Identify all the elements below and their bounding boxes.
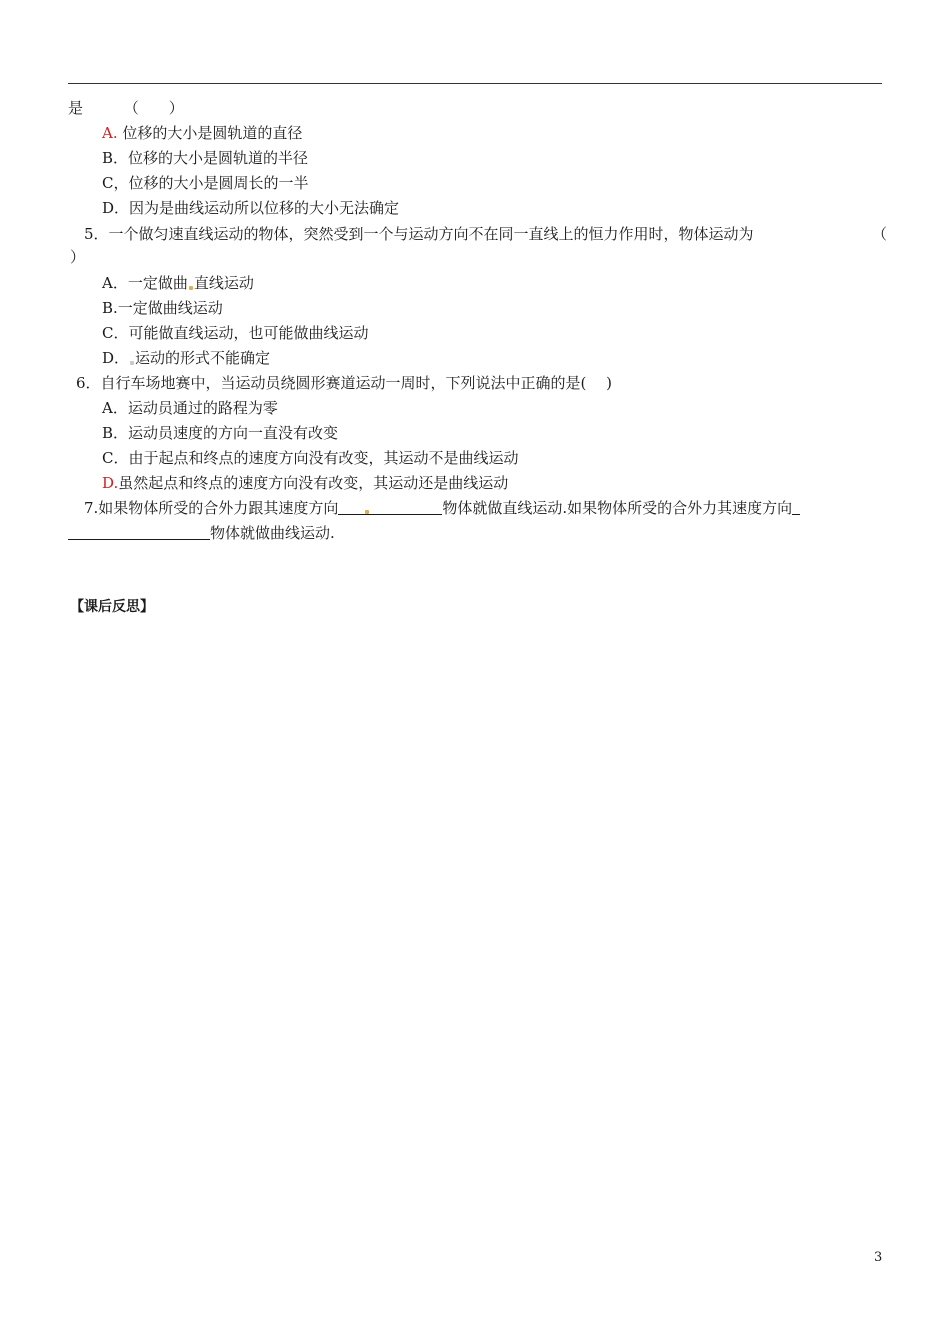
q7-line-1 <box>84 499 800 517</box>
ink-mark <box>189 286 193 290</box>
q5-paren-open: （ <box>872 225 888 243</box>
q5-option-d <box>102 349 270 367</box>
q4-option-b: B．位移的大小是圆轨道的半径 <box>102 149 309 167</box>
q5-option-a-text-2: 直线运动 <box>193 274 254 292</box>
q6-option-c: C．由于起点和终点的速度方向没有改变，其运动不是曲线运动 <box>102 449 519 467</box>
q4-answer-paren: （ ） <box>123 99 184 117</box>
q5-paren-close: ） <box>70 248 86 266</box>
reflection-heading: 【课后反思】 <box>70 599 154 615</box>
q5-option-a-text-1: A．一定做曲 <box>102 274 188 292</box>
q7-blank-2-start <box>792 500 800 515</box>
header-rule <box>68 83 882 84</box>
q5-option-c: C．可能做直线运动，也可能做曲线运动 <box>102 324 369 342</box>
q6-option-d-letter: D. <box>102 474 119 492</box>
q6-option-d-text: 虽然起点和终点的速度方向没有改变，其运动还是曲线运动 <box>118 474 509 492</box>
page-number: 3 <box>874 1250 883 1265</box>
q5-option-d-letter: D． <box>102 349 130 367</box>
q4-option-a <box>102 124 302 142</box>
q6-stem: 6．自行车场地赛中，当运动员绕圆形赛道运动一周时，下列说法中正确的是( ) <box>76 374 613 392</box>
q5-option-d-text: 运动的形式不能确定 <box>135 349 271 367</box>
q4-option-d: D．因为是曲线运动所以位移的大小无法确定 <box>102 199 400 217</box>
q6-option-a: A．运动员通过的路程为零 <box>102 399 278 417</box>
q7-line-2 <box>68 524 335 542</box>
q6-option-b: B．运动员速度的方向一直没有改变 <box>102 424 339 442</box>
q7-text-3: 物体就做曲线运动. <box>210 524 335 542</box>
q5-option-a <box>102 274 254 292</box>
q4-option-a-letter: A. <box>102 124 118 142</box>
q4-stem-tail <box>68 99 184 117</box>
q4-option-a-text: 位移的大小是圆轨道的直径 <box>122 124 303 142</box>
q5-stem: 5．一个做匀速直线运动的物体，突然受到一个与运动方向不在同一直线上的恒力作用时，物体运动为 <box>84 225 754 243</box>
q7-text-1: 7.如果物体所受的合外力跟其速度方向 <box>84 499 339 517</box>
ink-mark <box>130 361 134 365</box>
q4-stem-text: 是 <box>68 99 84 117</box>
q5-option-b: B.一定做曲线运动 <box>102 299 223 317</box>
q7-blank-2 <box>68 525 210 540</box>
ink-mark <box>365 510 369 514</box>
q7-text-2: 物体就做直线运动.如果物体所受的合外力其速度方向 <box>442 499 793 517</box>
q6-option-d <box>102 474 508 492</box>
q4-option-c: C，位移的大小是圆周长的一半 <box>102 174 309 192</box>
q7-blank-1 <box>338 500 442 515</box>
